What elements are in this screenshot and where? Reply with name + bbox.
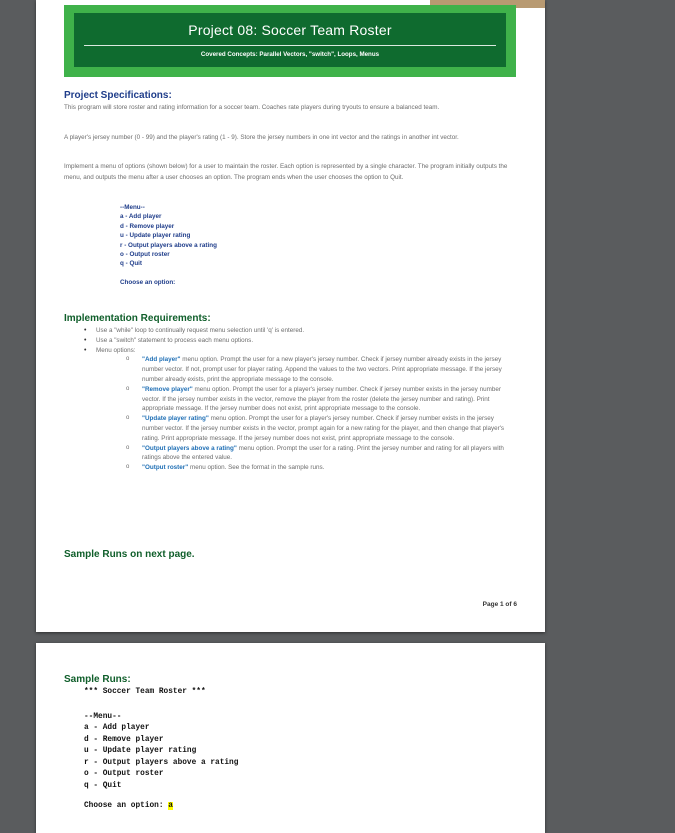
sub-list-item: o "Output roster" menu option. See the format in the sample runs.	[126, 464, 325, 472]
console-prompt: Choose an option:	[84, 802, 169, 810]
banner-title: Project 08: Soccer Team Roster	[188, 22, 392, 38]
sub-list-item: o "Add player" menu option. Prompt the user for a new player's jersey number. Check if jersey number already exists in the jersey number vector. If not, prompt user for player rating. Append the values to the two vectors. Print appropriate message. If the jersey number already exists, print the appropriate message to the console.	[126, 356, 502, 383]
menu-item: r - Output players above a rating	[120, 241, 217, 249]
menu-listing	[120, 203, 217, 287]
sub-list-item: o "Remove player" menu option. Prompt the user for a player's jersey number. Check if jersey number exists in the jersey number vector. If the jersey number exists in the vector, remove the player from the roster (delete the jersey number and rating). Print appropriate message. If the jersey number does not exist, print appropriate message to the console.	[126, 385, 501, 413]
menu-item: u - Update player rating	[120, 232, 191, 240]
program-title-line: *** Soccer Team Roster ***	[84, 688, 206, 696]
list-item: • Use a "switch" statement to process each menu options.	[84, 336, 254, 344]
banner-divider	[84, 45, 496, 46]
page-number: Page 1 of 6	[482, 601, 517, 608]
console-menu-title: --Menu--	[84, 713, 122, 721]
menu-item: a - Add player	[120, 213, 162, 221]
sub-list-item: o "Output players above a rating" menu option. Prompt the user for a rating. Print the jersey number and rating for all players with ratings above the entered value.	[126, 444, 504, 462]
menu-title: --Menu--	[120, 204, 145, 211]
banner-subtitle: Covered Concepts: Parallel Vectors, "switch", Loops, Menus	[200, 51, 380, 58]
document-page-2	[36, 643, 545, 833]
menu-item: d - Remove player	[120, 222, 175, 230]
implementation-heading: Implementation Requirements:	[64, 313, 211, 324]
console-prompt-line	[84, 802, 173, 810]
sub-list-item: o "Update player rating" menu option. Prompt the user for a player's jersey number. Check if jersey number exists in the jersey number vector. If the jersey number exists in the vector, prompt again for a new rating for the player, and then change that player's rating. Print appropriate message. If the jersey number does not exist, print appropriate message to the console.	[126, 415, 505, 442]
menu-prompt: Choose an option:	[120, 278, 176, 286]
console-menu-item: u - Update player rating	[84, 747, 197, 755]
sample-runs-note: Sample Runs on next page.	[64, 549, 195, 560]
list-item: • Use a "while" loop to continually request menu selection until 'q' is entered.	[84, 327, 305, 334]
menu-item: q - Quit	[120, 260, 143, 268]
console-menu-item: q - Quit	[84, 781, 122, 790]
document-page-1	[36, 0, 545, 632]
sample-runs-heading: Sample Runs:	[64, 674, 131, 685]
menu-item: o - Output roster	[120, 251, 170, 259]
console-input-highlight: a	[168, 802, 173, 810]
implementation-list	[84, 326, 514, 473]
console-menu-item: a - Add player	[84, 724, 150, 732]
title-banner	[64, 5, 516, 77]
console-menu-item: r - Output players above a rating	[84, 758, 239, 767]
console-menu-item: d - Remove player	[84, 735, 164, 744]
list-item: • Menu options:	[84, 346, 136, 354]
specs-paragraph-2: A player's jersey number (0 - 99) and the player's rating (1 - 9). Store the jersey numbers in one int vector and the ratings in another int vector.	[64, 134, 459, 141]
specs-heading: Project Specifications:	[64, 90, 172, 101]
console-menu-item: o - Output roster	[84, 770, 164, 778]
specs-paragraph-1: This program will store roster and rating information for a soccer team. Coaches rate players during tryouts to ensure a balanced team.	[64, 104, 440, 111]
specs-paragraph-3: Implement a menu of options (shown below) for a user to maintain the roster. Each option is represented by a single character. The program initially outputs the menu, and outputs the menu after a user chooses an option. The program ends when the user chooses the option to Quit.	[64, 163, 508, 181]
